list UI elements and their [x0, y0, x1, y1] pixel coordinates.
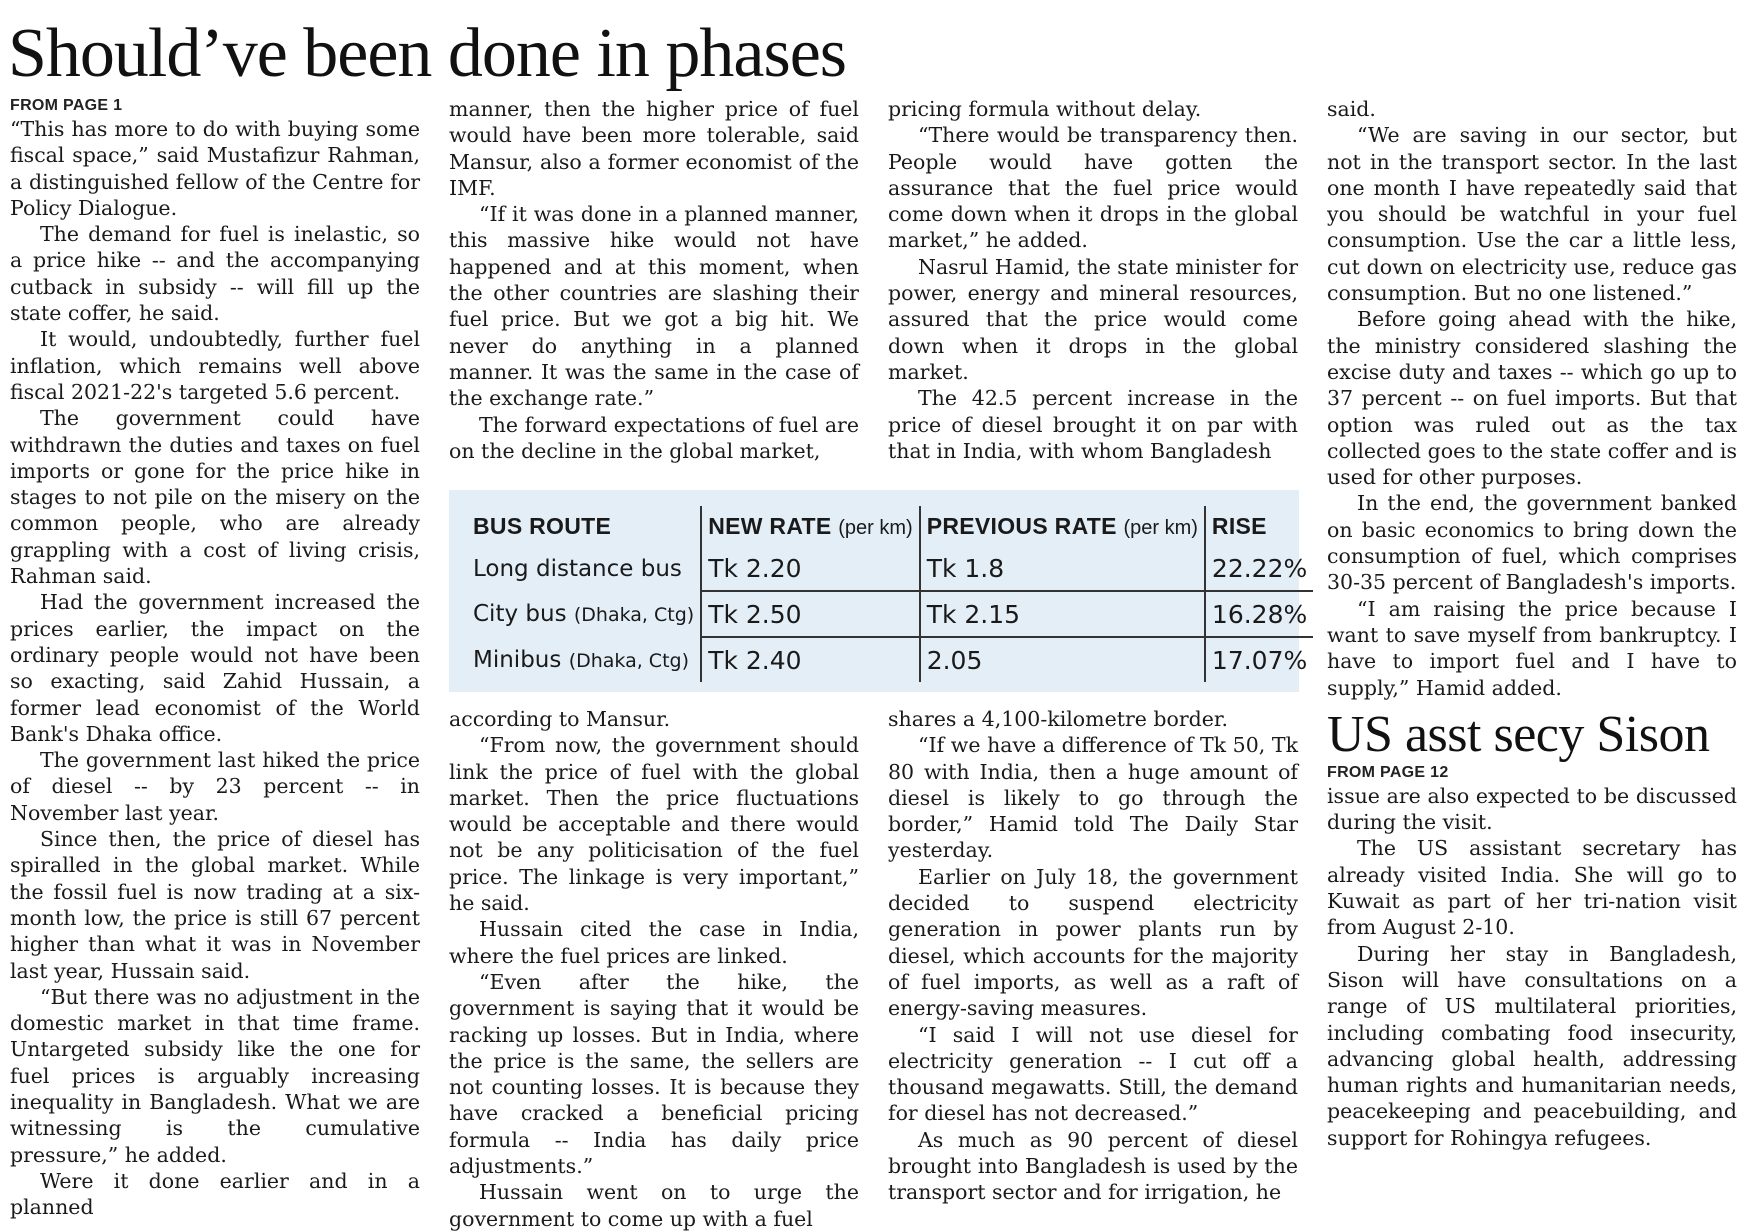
bus-fare-table-box — [449, 490, 1308, 692]
article-column-1 — [10, 96, 420, 1220]
paragraph: It would, undoubtedly, further fuel inflation, which remains well above fiscal 2021-22's targeted 5.6 percent. — [10, 327, 420, 404]
cell-route: City bus (Dhaka, Ctg) — [473, 601, 695, 627]
paragraph: according to Mansur. — [449, 707, 671, 731]
article-column-3-top — [888, 96, 1298, 464]
paragraph: said. — [1327, 97, 1376, 121]
paragraph: The demand for fuel is inelastic, so a price hike -- and the accompanying cutback in subsidy -- will fill up the state coffer, he said. — [10, 222, 420, 326]
header-new-rate: NEW RATE (per km) — [701, 506, 920, 546]
second-article-headline: US asst secy Sison — [1327, 705, 1710, 763]
paragraph: Had the government increased the prices earlier, the impact on the ordinary people would not have been so exacting, said Zahid Hussain, a former lead economist of the World Bank's Dhaka office. — [10, 590, 420, 746]
paragraph: The government last hiked the price of diesel -- by 23 percent -- in November last year. — [10, 748, 420, 825]
paragraph: The government could have withdrawn the duties and taxes on fuel imports or gone for the price hike in stages to not pile on the misery on the common people, who are already grappling with a cost of living crisis, Rahman said. — [10, 406, 420, 589]
cell-previous-rate: Tk 2.15 — [920, 591, 1205, 637]
paragraph: The 42.5 percent increase in the price of diesel brought it on par with that in India, with whom Bangladesh — [888, 386, 1298, 463]
paragraph: During her stay in Bangladesh, Sison will have consultations on a range of US multilateral priorities, including combating food insecurity, advancing global health, addressing human rights and humanitarian needs, peacekeeping and peacebuilding, and support for Rohingya refugees. — [1327, 941, 1737, 1150]
headline: Should’ve been done in phases — [8, 15, 847, 92]
paragraph: shares a 4,100-kilometre border. — [888, 707, 1228, 731]
header-previous-rate: PREVIOUS RATE (per km) — [920, 506, 1205, 546]
bus-fare-table — [467, 506, 1313, 682]
cell-previous-rate: Tk 1.8 — [920, 546, 1205, 591]
from-page-kicker: FROM PAGE 12 — [1327, 763, 1449, 781]
cell-new-rate: Tk 2.40 — [701, 637, 920, 682]
article-column-3-bottom — [888, 706, 1298, 1206]
paragraph: issue are also expected to be discussed during the visit. — [1327, 783, 1737, 835]
paragraph: “We are saving in our sector, but not in the transport sector. In the last one month I have repeatedly said that you should be watchful in your fuel consumption. Use the car a little less, cut down on electricity use, reduce gas consumption. But no one listened.” — [1327, 123, 1737, 306]
paragraph: The forward expectations of fuel are on the decline in the global market, — [449, 412, 859, 463]
paragraph: In the end, the government banked on basic economics to bring down the consumption of fuel, which comprises 30-35 percent of Bangladesh's imports. — [1327, 491, 1737, 595]
article-column-4 — [1327, 96, 1737, 1151]
paragraph: manner, then the higher price of fuel would have been more tolerable, said Mansur, also a former economist of the IMF. — [449, 97, 859, 200]
paragraph: “There would be transparency then. People would have gotten the assurance that the fuel price would come down when it drops in the global market,” he added. — [888, 123, 1298, 253]
paragraph: pricing formula without delay. — [888, 97, 1202, 121]
header-rise: RISE — [1205, 506, 1313, 546]
from-page-kicker: FROM PAGE 1 — [10, 97, 123, 114]
cell-route: Long distance bus — [473, 555, 682, 582]
paragraph: Since then, the price of diesel has spiralled in the global market. While the fossil fuel is now trading at a six-month low, the price is still 67 percent higher than what it was in November last year, Hussain said. — [10, 827, 420, 983]
paragraph: “If it was done in a planned manner, this massive hike would not have happened and at this moment, when the other countries are slashing their fuel price. But we got a big hit. We never do anything in a planned manner. It was the same in the case of the exchange rate.” — [449, 202, 859, 411]
cell-rise: 16.28% — [1205, 591, 1313, 637]
paragraph: The US assistant secretary has already visited India. She will go to Kuwait as part of her tri-nation visit from August 2-10. — [1327, 836, 1737, 940]
article-column-2-bottom — [449, 706, 859, 1232]
table-row — [467, 637, 1313, 682]
second-article — [1327, 707, 1737, 1151]
table-row — [467, 591, 1313, 637]
paragraph: “From now, the government should link the price of fuel with the global market. Then the price fluctuations would be acceptable and there would not be any politicisation of the fuel price. The linkage is very important,” he said. — [449, 733, 859, 916]
paragraph: Hussain went on to urge the government to come up with a fuel — [449, 1180, 859, 1231]
paragraph: Before going ahead with the hike, the ministry considered slashing the excise duty and taxes -- which go up to 37 percent -- on fuel imports. But that option was ruled out as the tax collected goes to the state coffer and is used for other purposes. — [1327, 307, 1737, 490]
paragraph: “I said I will not use diesel for electricity generation -- I cut off a thousand megawatts. Still, the demand for diesel has not decreased.” — [888, 1022, 1298, 1126]
table-row — [467, 546, 1313, 591]
cell-new-rate: Tk 2.50 — [701, 591, 920, 637]
article-column-2-top — [449, 96, 859, 464]
paragraph: Earlier on July 18, the government decided to suspend electricity generation in power plants run by diesel, which accounts for the majority of fuel imports, as well as a raft of energy-saving measures. — [888, 864, 1298, 1021]
cell-rise: 17.07% — [1205, 637, 1313, 682]
paragraph: Nasrul Hamid, the state minister for power, energy and mineral resources, assured that the price would come down when it drops in the global market. — [888, 254, 1298, 384]
paragraph: “But there was no adjustment in the domestic market in that time frame. Untargeted subsidy like the one for fuel prices is arguably increasing inequality in Bangladesh. What we are witnessing is the cumulative pressure,” he added. — [10, 984, 420, 1167]
paragraph: As much as 90 percent of diesel brought into Bangladesh is used by the transport sector and for irrigation, he — [888, 1127, 1298, 1205]
paragraph: “I am raising the price because I want to save myself from bankruptcy. I have to import fuel and I have to supply,” Hamid added. — [1327, 596, 1737, 700]
cell-route: Minibus (Dhaka, Ctg) — [473, 646, 689, 673]
paragraph: Were it done earlier and in a planned — [10, 1168, 420, 1220]
cell-rise: 22.22% — [1205, 546, 1313, 591]
paragraph: Hussain cited the case in India, where the fuel prices are linked. — [449, 917, 859, 968]
cell-new-rate: Tk 2.20 — [701, 546, 920, 591]
cell-previous-rate: 2.05 — [920, 637, 1205, 682]
paragraph: “If we have a difference of Tk 50, Tk 80 with India, then a huge amount of diesel is likely to go through the border,” Hamid told The Daily Star yesterday. — [888, 733, 1298, 863]
header-bus-route: BUS ROUTE — [473, 512, 612, 539]
table-header-row — [467, 506, 1313, 546]
paragraph: “This has more to do with buying some fiscal space,” said Mustafizur Rahman, a distinguished fellow of the Centre for Policy Dialogue. — [10, 117, 420, 220]
paragraph: “Even after the hike, the government is saying that it would be racking up losses. But in India, where the price is the same, the sellers are not counting losses. It is because they have cracked a beneficial pricing formula -- India has daily price adjustments.” — [449, 969, 859, 1179]
